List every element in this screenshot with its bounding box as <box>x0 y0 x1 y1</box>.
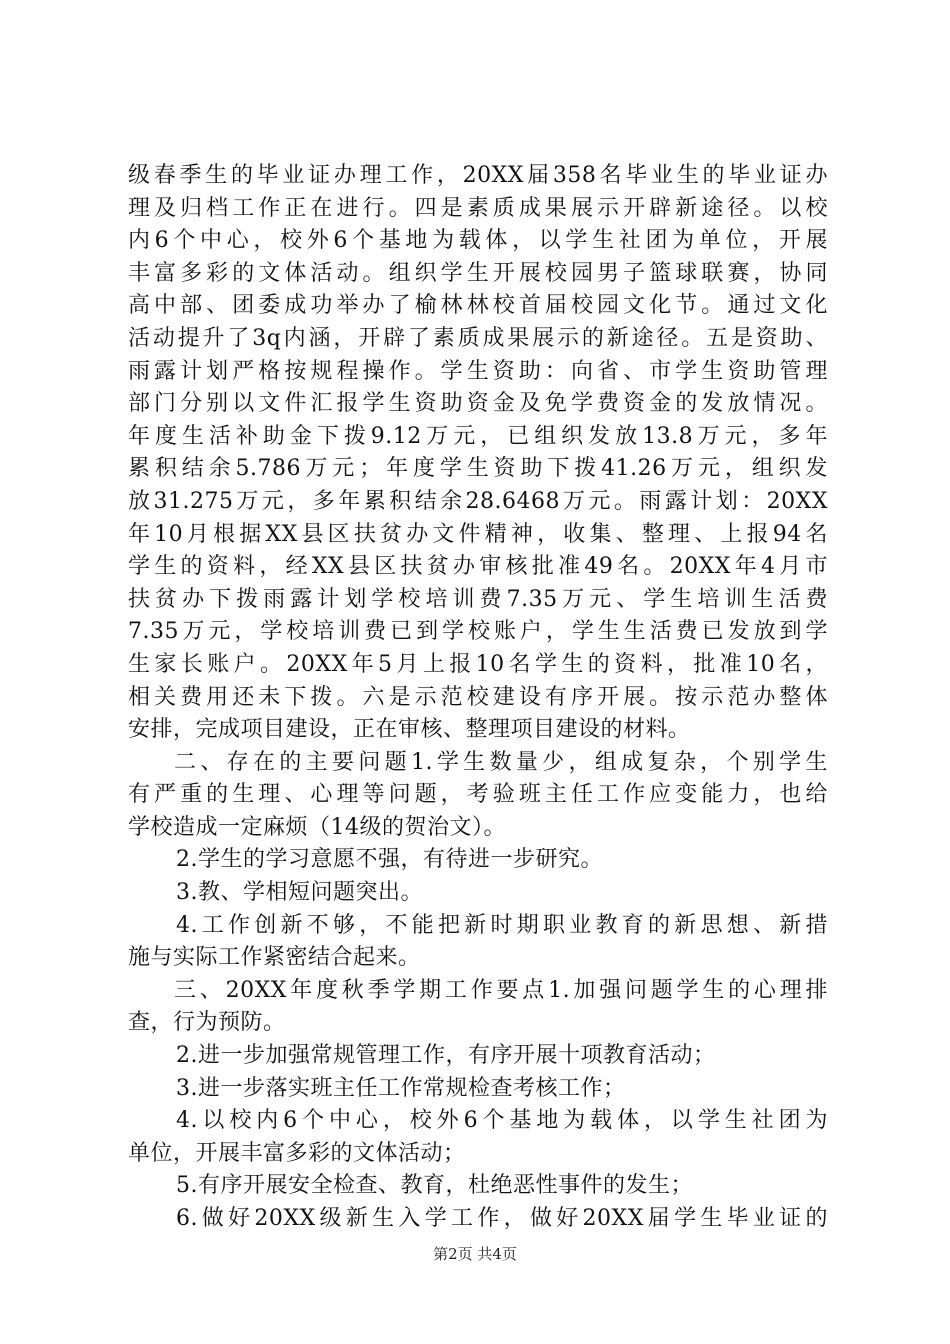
text-line: 查，行为预防。 <box>128 1010 286 1036</box>
text-line: 理及归档工作正在进行。四是素质成果展示开辟新途径。以校 <box>128 195 828 221</box>
list-item: 2.进一步加强常规管理工作，有序开展十项教育活动； <box>176 1043 716 1069</box>
text-line: 有严重的生理、心理等问题，考验班主任工作应变能力，也给 <box>128 782 828 808</box>
section-heading-line: 三、20XX年度秋季学期工作要点1.加强问题学生的心理排 <box>174 977 828 1003</box>
text-line: 放31.275万元，多年累积结余28.6468万元。雨露计划：20XX <box>128 488 828 514</box>
text-line: 相关费用还未下拨。六是示范校建设有序开展。按示范办整体 <box>128 684 828 710</box>
section-heading-line: 二、存在的主要问题1.学生数量少，组成复杂，个别学生 <box>174 749 828 775</box>
list-item: 3.进一步落实班主任工作常规检查考核工作； <box>176 1075 626 1101</box>
text-line: 高中部、团委成功举办了榆林林校首届校园文化节。通过文化 <box>128 293 828 319</box>
text-line: 内6个中心，校外6个基地为载体，以学生社团为单位，开展 <box>128 228 828 254</box>
list-item: 4.工作创新不够，不能把新时期职业教育的新思想、新措 <box>176 912 828 938</box>
text-line: 年度生活补助金下拨9.12万元，已组织发放13.8万元，多年 <box>128 423 828 449</box>
text-line: 单位，开展丰富多彩的文体活动； <box>128 1140 466 1166</box>
list-item: 5.有序开展安全检查、教育，杜绝恶性事件的发生； <box>176 1173 693 1199</box>
text-line: 活动提升了3q内涵，开辟了素质成果展示的新途径。五是资助、 <box>128 325 828 351</box>
page-footer <box>0 1243 950 1264</box>
text-line: 丰富多彩的文体活动。组织学生开展校园男子篮球联赛，协同 <box>128 260 828 286</box>
text-line: 级春季生的毕业证办理工作，20XX届358名毕业生的毕业证办 <box>128 163 828 188</box>
text-line: 施与实际工作紧密结合起来。 <box>128 945 421 971</box>
text-line: 累积结余5.786万元；年度学生资助下拨41.26万元，组织发 <box>128 456 828 482</box>
text-line: 部门分别以文件汇报学生资助资金及免学费资金的发放情况。 <box>128 391 828 417</box>
text-line: 7.35万元，学校培训费已到学校账户，学生生活费已发放到学 <box>128 619 828 645</box>
text-line: 扶贫办下拨雨露计划学校培训费7.35万元、学生培训生活费 <box>128 586 828 612</box>
list-item: 3.教、学相短问题突出。 <box>176 880 423 906</box>
text-line: 生家长账户。20XX年5月上报10名学生的资料，批准10名， <box>128 651 828 677</box>
text-line: 学校造成一定麻烦（14级的贺治文）。 <box>128 814 506 840</box>
text-line: 安排，完成项目建设，正在审核、整理项目建设的材料。 <box>128 717 691 743</box>
text-line: 年10月根据XX县区扶贫办文件精神，收集、整理、上报94名 <box>128 521 828 547</box>
text-line: 雨露计划严格按规程操作。学生资助：向省、市学生资助管理 <box>128 358 828 384</box>
text-line: 学生的资料，经XX县区扶贫办审核批准49名。20XX年4月市 <box>128 554 828 580</box>
list-item: 2.学生的学习意愿不强，有待进一步研究。 <box>176 847 603 873</box>
page-number-label: 第2页 共4页 <box>433 1245 517 1263</box>
document-body <box>128 160 828 1236</box>
list-item: 6.做好20XX级新生入学工作，做好20XX届学生毕业证的 <box>176 1206 828 1231</box>
list-item: 4.以校内6个中心，校外6个基地为载体，以学生社团为 <box>176 1108 828 1134</box>
